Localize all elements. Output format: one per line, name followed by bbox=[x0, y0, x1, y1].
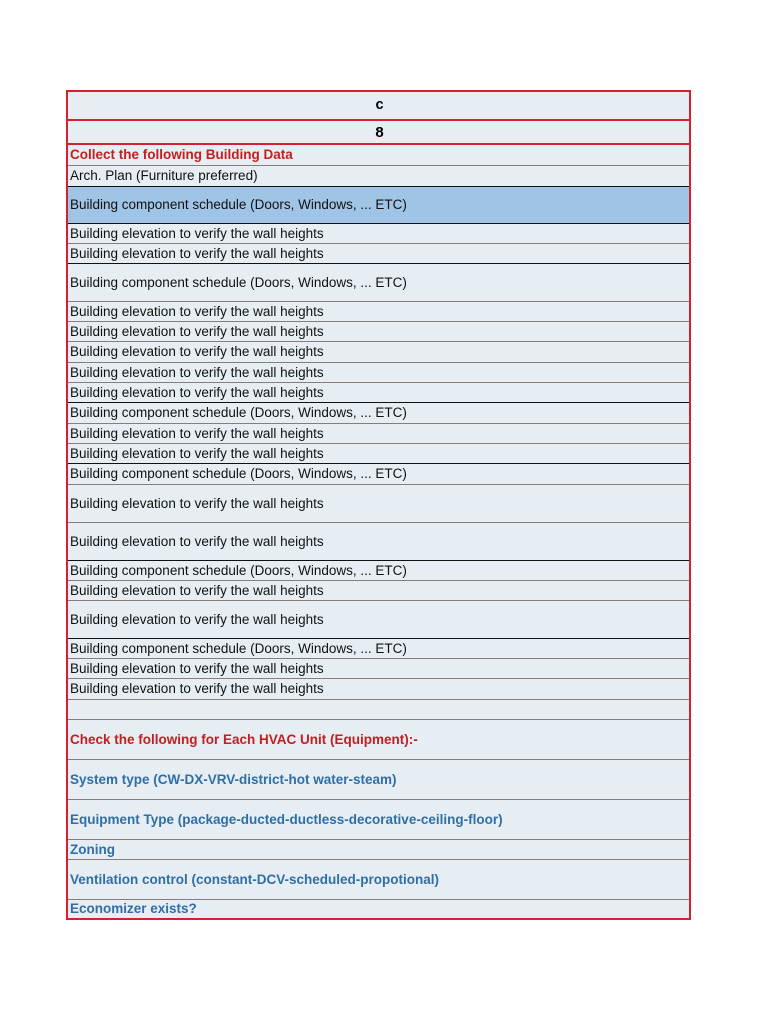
table-cell[interactable]: Building component schedule (Doors, Windows, ... ETC) bbox=[67, 263, 690, 301]
column-number-cell[interactable]: 8 bbox=[67, 120, 690, 144]
table-row bbox=[67, 301, 690, 321]
hvac-item-row bbox=[67, 759, 690, 799]
spreadsheet-table bbox=[66, 90, 691, 920]
table-row bbox=[67, 522, 690, 560]
table-row bbox=[67, 223, 690, 243]
table-row bbox=[67, 321, 690, 341]
building-data-heading-cell[interactable]: Collect the following Building Data bbox=[67, 144, 690, 165]
table-cell[interactable]: Building elevation to verify the wall heights bbox=[67, 678, 690, 699]
table-cell[interactable]: Building component schedule (Doors, Windows, ... ETC) bbox=[67, 560, 690, 580]
table-cell[interactable]: Building component schedule (Doors, Windows, ... ETC) bbox=[67, 402, 690, 423]
table-row bbox=[67, 560, 690, 580]
hvac-item-row bbox=[67, 899, 690, 919]
table-row bbox=[67, 580, 690, 600]
table-row bbox=[67, 658, 690, 678]
table-row bbox=[67, 165, 690, 186]
table-row bbox=[67, 263, 690, 301]
selected-table-row bbox=[67, 186, 690, 223]
table-row bbox=[67, 443, 690, 463]
table-row bbox=[67, 600, 690, 638]
column-number-row bbox=[67, 120, 690, 144]
table-row bbox=[67, 341, 690, 362]
table-cell[interactable]: Building elevation to verify the wall heights bbox=[67, 382, 690, 402]
table-cell[interactable]: Building elevation to verify the wall heights bbox=[67, 658, 690, 678]
table-row bbox=[67, 243, 690, 263]
table-cell[interactable]: Building component schedule (Doors, Windows, ... ETC) bbox=[67, 463, 690, 484]
selected-table-cell[interactable]: Building component schedule (Doors, Windows, ... ETC) bbox=[67, 186, 690, 223]
table-row bbox=[67, 382, 690, 402]
table-row bbox=[67, 638, 690, 658]
table-cell[interactable]: Building elevation to verify the wall heights bbox=[67, 580, 690, 600]
table-row bbox=[67, 402, 690, 423]
hvac-item-row bbox=[67, 859, 690, 899]
hvac-item-cell[interactable]: Ventilation control (constant-DCV-scheduled-propotional) bbox=[67, 859, 690, 899]
table-cell[interactable]: Building elevation to verify the wall heights bbox=[67, 341, 690, 362]
empty-cell[interactable] bbox=[67, 699, 690, 719]
hvac-heading-cell[interactable]: Check the following for Each HVAC Unit (Equipment):- bbox=[67, 719, 690, 759]
section-heading-row bbox=[67, 144, 690, 165]
table-cell[interactable]: Building elevation to verify the wall heights bbox=[67, 522, 690, 560]
hvac-item-row bbox=[67, 839, 690, 859]
table-row bbox=[67, 463, 690, 484]
hvac-item-cell[interactable]: Economizer exists? bbox=[67, 899, 690, 919]
table-row bbox=[67, 423, 690, 443]
table-cell[interactable]: Building elevation to verify the wall heights bbox=[67, 223, 690, 243]
column-letter-cell[interactable]: c bbox=[67, 91, 690, 120]
table-cell[interactable]: Building elevation to verify the wall heights bbox=[67, 321, 690, 341]
table-cell[interactable]: Building component schedule (Doors, Windows, ... ETC) bbox=[67, 638, 690, 658]
section-heading-row bbox=[67, 719, 690, 759]
table-row bbox=[67, 362, 690, 382]
hvac-item-cell[interactable]: System type (CW-DX-VRV-district-hot water-steam) bbox=[67, 759, 690, 799]
empty-row bbox=[67, 699, 690, 719]
column-header-row bbox=[67, 91, 690, 120]
hvac-item-row bbox=[67, 799, 690, 839]
hvac-item-cell[interactable]: Zoning bbox=[67, 839, 690, 859]
table-cell[interactable]: Building elevation to verify the wall heights bbox=[67, 484, 690, 522]
table-cell[interactable]: Building elevation to verify the wall heights bbox=[67, 443, 690, 463]
table-cell[interactable]: Building elevation to verify the wall heights bbox=[67, 423, 690, 443]
table-cell[interactable]: Arch. Plan (Furniture preferred) bbox=[67, 165, 690, 186]
hvac-item-cell[interactable]: Equipment Type (package-ducted-ductless-decorative-ceiling-floor) bbox=[67, 799, 690, 839]
table-cell[interactable]: Building elevation to verify the wall heights bbox=[67, 243, 690, 263]
table-cell[interactable]: Building elevation to verify the wall heights bbox=[67, 301, 690, 321]
table-cell[interactable]: Building elevation to verify the wall heights bbox=[67, 600, 690, 638]
table-row bbox=[67, 678, 690, 699]
table-cell[interactable]: Building elevation to verify the wall heights bbox=[67, 362, 690, 382]
table-row bbox=[67, 484, 690, 522]
